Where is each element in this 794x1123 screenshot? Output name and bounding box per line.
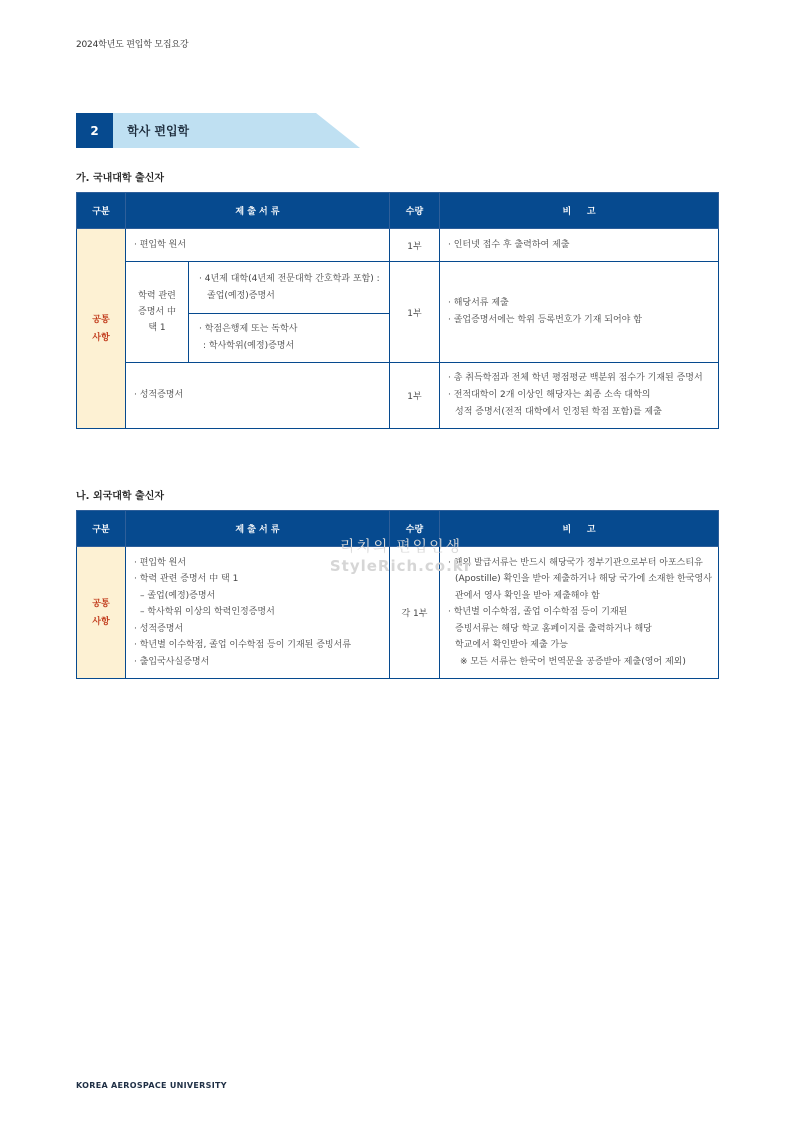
quantity-cell: 각 1부 — [390, 547, 440, 679]
quantity-cell: 1부 — [390, 262, 440, 363]
foreign-documents-table — [76, 510, 719, 679]
note-cell: · 해당서류 제출 · 졸업증명서에는 학위 등록번호가 기재 되어야 함 — [440, 262, 719, 363]
document-option: · 4년제 대학(4년제 전문대학 간호학과 포함) : 졸업(예정)증명서 — [189, 262, 390, 314]
section-banner — [76, 113, 360, 148]
col-notes: 비 고 — [440, 193, 719, 229]
document-group-label: 학력 관련 증명서 中 택 1 — [126, 262, 189, 363]
col-quantity: 수량 — [390, 511, 440, 547]
document-cell: · 성적증명서 — [126, 363, 390, 429]
section-number: 2 — [76, 113, 113, 148]
note-cell: · 인터넷 접수 후 출력하여 제출 — [440, 229, 719, 262]
col-category: 구분 — [77, 511, 126, 547]
category-cell: 공통 사항 — [77, 229, 126, 429]
note-cell: · 총 취득학점과 전체 학년 평점평균 백분위 점수가 기재된 증명서 · 전적대학이 2개 이상인 해당자는 최종 소속 대학의 성적 증명서(전적 대학에서 인정된 학점 포함)를 제출 — [440, 363, 719, 429]
col-documents: 제 출 서 류 — [126, 193, 390, 229]
watermark-line1: 리치의 편입인생 — [339, 537, 463, 555]
document-cell: · 편입학 원서 — [126, 229, 390, 262]
col-category: 구분 — [77, 193, 126, 229]
col-documents: 제 출 서 류 — [126, 511, 390, 547]
watermark-line2: StyleRich.co.kr — [329, 557, 473, 575]
footer-university: KOREA AEROSPACE UNIVERSITY — [76, 1081, 227, 1090]
col-notes: 비 고 — [440, 511, 719, 547]
table-row — [77, 363, 719, 429]
table-row — [77, 262, 719, 314]
table-row — [77, 547, 719, 679]
note-cell: · 해외 발급서류는 반드시 해당국가 정부기관으로부터 아포스티유 (Apostille) 확인을 받아 제출하거나 해당 국가에 소재한 한국영사 관에서 영사 확인을 받아 제출해야 함 · 학년별 이수학점, 졸업 이수학점 등이 기재된 증빙서류는 해당 학교 홈페이지를 출력하거나 해당 학교에서 확인받아 제출 가능 ※ 모든 서류는 한국어 번역문을 공증받아 제출(영어 제외) — [440, 547, 719, 679]
quantity-cell: 1부 — [390, 363, 440, 429]
category-cell: 공통 사항 — [77, 547, 126, 679]
section-title: 학사 편입학 — [127, 124, 190, 138]
table-header-row — [77, 193, 719, 229]
col-quantity: 수량 — [390, 193, 440, 229]
quantity-cell: 1부 — [390, 229, 440, 262]
section-banner-background — [76, 113, 360, 148]
table-row — [77, 229, 719, 262]
document-cell: · 편입학 원서 · 학력 관련 증명서 中 택 1 – 졸업(예정)증명서 – 학사학위 이상의 학력인정증명서 · 성적증명서 · 학년별 이수학점, 졸업 이수학점 등이 기재된 증빙서류 · 출입국사실증명서 — [126, 547, 390, 679]
domestic-heading: 가. 국내대학 출신자 — [76, 173, 165, 184]
foreign-heading: 나. 외국대학 출신자 — [76, 491, 165, 502]
document-header: 2024학년도 편입학 모집요강 — [76, 40, 189, 50]
table-header-row — [77, 511, 719, 547]
domestic-documents-table — [76, 192, 719, 429]
document-option: · 학점은행제 또는 독학사 : 학사학위(예정)증명서 — [189, 314, 390, 363]
